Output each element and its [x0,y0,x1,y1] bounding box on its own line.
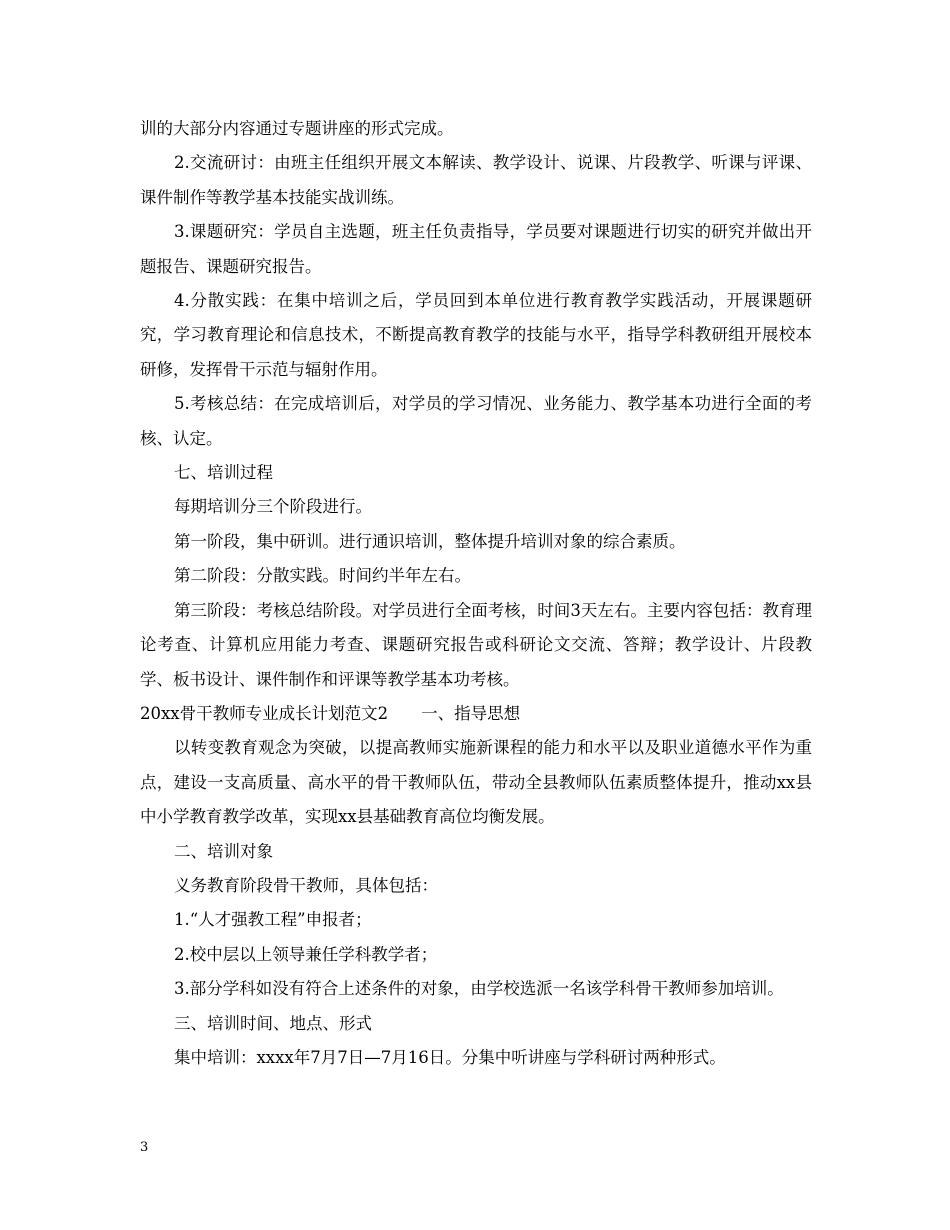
paragraph: 4.分散实践：在集中培训之后，学员回到本单位进行教育教学实践活动，开展课题研究，学习教育理论和信息技术，不断提高教育教学的技能与水平，指导学科教研组开展校本研修，发挥骨干示范与辐射作用。 [140,291,812,379]
document-body [140,112,812,1075]
paragraph: 集中培训：xxxx年7月7日—7月16日。分集中听讲座与学科研讨两种形式。 [174,1047,726,1067]
page-number: 3 [140,1140,149,1155]
paragraph: 七、培训过程 [174,463,273,483]
paragraph: 第二阶段：分散实践。时间约半年左右。 [174,566,471,586]
paragraph: 以转变教育观念为突破，以提高教师实施新课程的能力和水平以及职业道德水平作为重点，建设一支高质量、高水平的骨干教师队伍，带动全县教师队伍素质整体提升，推动xx县中小学教育教学改革，实现xx县基础教育高位均衡发展。 [140,738,812,827]
paragraph: 二、培训对象 [174,841,273,861]
paragraph: 每期培训分三个阶段进行。 [174,497,372,517]
paragraph: 5.考核总结：在完成培训后，对学员的学习情况、业务能力、教学基本功进行全面的考核、认定。 [140,394,812,448]
paragraph: 2.校中层以上领导兼任学科教学者； [174,944,438,964]
paragraph: 第三阶段：考核总结阶段。对学员进行全面考核，时间3天左右。主要内容包括：教育理论考查、计算机应用能力考查、课题研究报告或科研论文交流、答辩；教学设计、片段教学、板书设计、课件制作和评课等教学基本功考核。 [140,600,812,689]
paragraph: 3.部分学科如没有符合上述条件的对象，由学校选派一名该学科骨干教师参加培训。 [174,979,784,999]
paragraph: 1.“人才强教工程”申报者； [174,910,372,930]
paragraph: 3.课题研究：学员自主选题，班主任负责指导，学员要对课题进行切实的研究并做出开题报告、课题研究报告。 [140,222,812,276]
paragraph: 20xx骨干教师专业成长计划范文2 一、指导思想 [140,703,521,723]
paragraph: 义务教育阶段骨干教师，具体包括： [174,875,438,895]
paragraph: 2.交流研讨：由班主任组织开展文本解读、教学设计、说课、片段教学、听课与评课、课件制作等教学基本技能实战训练。 [140,153,812,207]
paragraph: 三、培训时间、地点、形式 [174,1013,372,1033]
paragraph: 第一阶段，集中研训。进行通识培训，整体提升培训对象的综合素质。 [174,531,686,551]
paragraph: 训的大部分内容通过专题讲座的形式完成。 [140,119,454,138]
